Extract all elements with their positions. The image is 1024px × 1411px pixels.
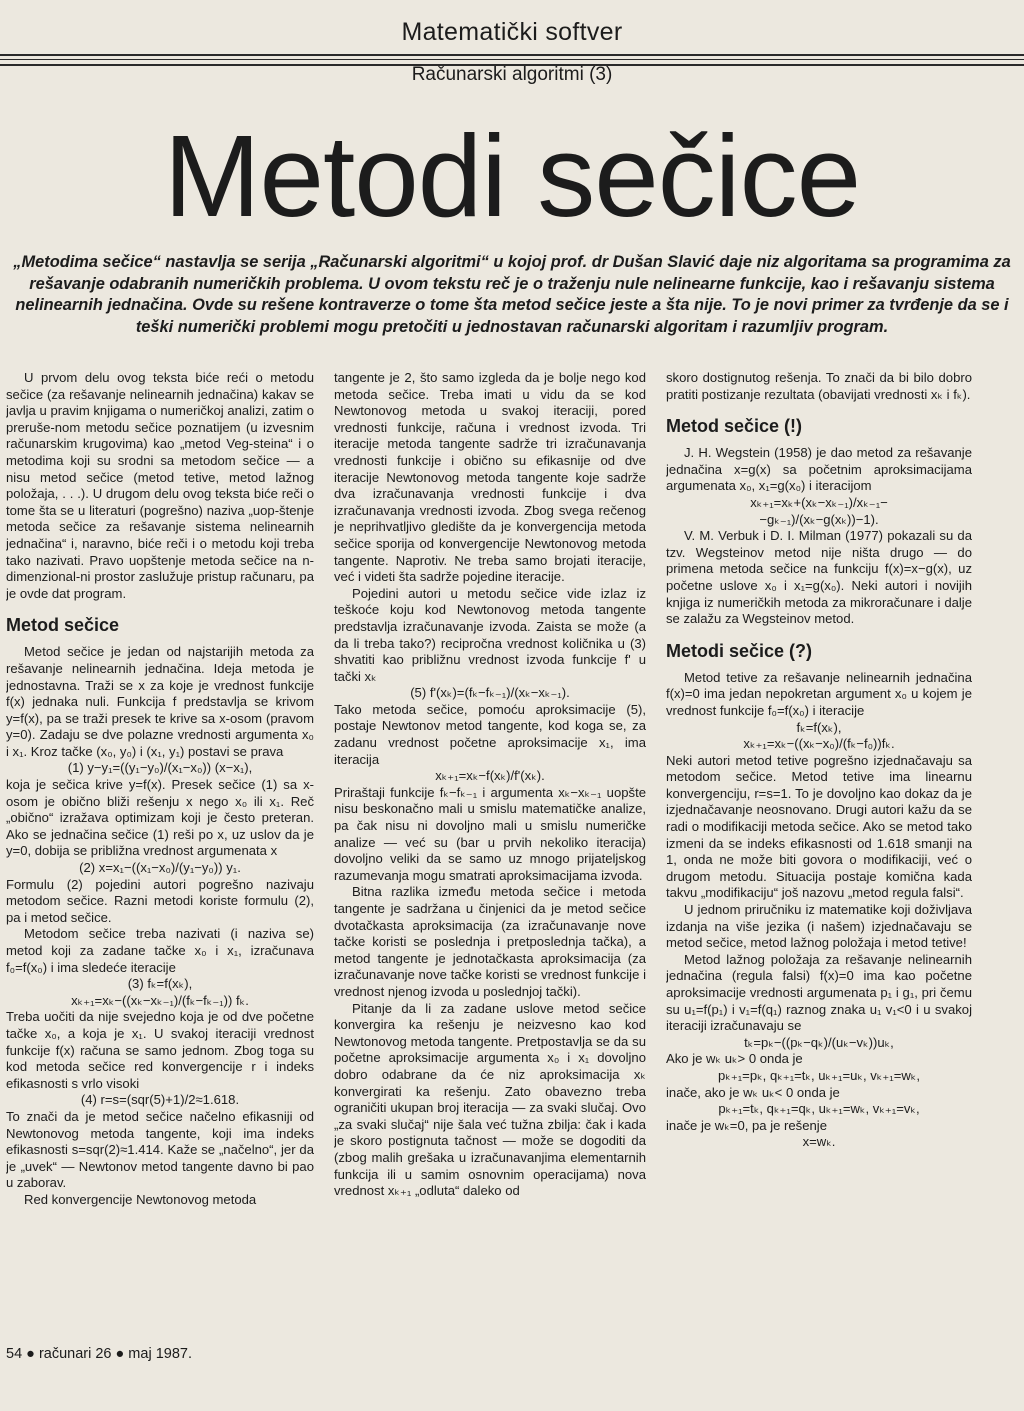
article-subtitle: Računarski algoritmi (3)	[411, 64, 613, 85]
paragraph: Metod lažnog položaja za rešavanje nelinearnih jednačina (regula falsi) f(x)=0 ima kao početne aproksimacije vrednosti argumenata p₁ i g₁, pri čemu su u₁=f(p₁) i v₁=f(q₁) raznog znaka u₁ v₁<0 i u svakoj iteraciji izračunavaju se	[666, 951, 972, 1034]
equation-3: (3) fₖ=f(xₖ),	[127, 976, 193, 992]
paragraph: tangente je 2, što samo izgleda da je bolje nego kod metoda sečice. Treba imati u vidu da se kod Newtonovog metoda u svakoj iteraciji, pored vrednosti funkcije, računa i vrednost izvoda. Tri iteracije metoda tangente sadrže tri izračunavanja vrednosti funkcije i obično su efikasnije od dve iteracije Newtonovog metoda tangente koje sadrže dva izračunavanja vrednosti funkcije i dva izračunavanja vrednosti izvoda. Zbog svega rečenog je neprihvatljivo gledište da je konvergencija metoda sečice sporija od konvergencije Newtonovog metoda tangente. Naprotiv. Ne treba samo brojati iteracije, već i videti šta sadrže pojedine iteracije.	[334, 370, 646, 585]
paragraph: Bitna razlika između metoda sečice i metoda tangente je sadržana u činjenici da je metod sečice dvotačkasta aproksimacija (za izračunavanje nove tačke koristi se poslednja i pretposlednja tačka), a metod tangente je jednotačkasta aproksimacija (za izračunavanje nove tačke koristi se vrednost funkcije i vrednost njenog izvoda u poslednjoj tački).	[334, 884, 646, 999]
equation-wegstein-1: xₖ₊₁=xₖ+(xₖ−xₖ₋₁)/xₖ₋₁−	[750, 494, 888, 510]
paragraph: Tako metoda sečice, pomoću aproksimacije (5), postaje Newtonov metod tangente, kod koga se, za zadanu vrednost početne aproksimacije x₁, ima iteracija	[334, 701, 646, 767]
paragraph: koja je sečica krive y=f(x). Presek sečice (1) sa x-osom je obično bliži rešenju x nego x₀ ili x₁. Reč „obično“ izražava optimizam koji je često preteran. Ako se jednačina sečice (1) reši po x, uz uslov da je y=0, dobija se približna vrednost argumenata x	[6, 777, 314, 859]
equation-5: (5) f'(xₖ)=(fₖ−fₖ₋₁)/(xₖ−xₖ₋₁).	[410, 685, 570, 701]
paragraph: To znači da je metod sečice načelno efikasniji od Newtonovog metoda tangente, koji ima indeks efikasnosti s=sqr(2)≈1.414. Kaže se „načelno“, jer da je „uvek“ — Newtonov metod tangente davno bi pao u zaborav.	[6, 1108, 314, 1191]
equation-tetive-1: fₖ=f(xₖ),	[796, 719, 842, 735]
equation-tetive-2: xₖ₊₁=xₖ−((xₖ−x₀)/(fₖ−f₀))fₖ.	[743, 736, 895, 752]
equation-4: (4) r=s=(sqr(5)+1)/2≈1.618.	[80, 1092, 240, 1108]
heading-metodi-secice-question: Metodi sečice (?)	[666, 640, 813, 661]
paragraph: V. M. Verbuk i D. I. Milman (1977) pokazali su da tzv. Wegsteinov metod nije ništa drugo — do primena metoda sečice na funkciju f(x)=x−g(x), uz početne uslove x₀ i x₁=g(x₀). Neki autori i novijih knjiga iz numeričkih metoda za mikroračunare i dalje se zalažu za Wegsteinov metod.	[666, 528, 972, 627]
paragraph: J. H. Wegstein (1958) je dao metod za rešavanje jednačina x=g(x) sa početnim aproksimacijama argumenata x₀, x₁=g(x₀) i iteracijom	[666, 445, 972, 494]
paragraph: Neki autori metod tetive pogrešno izjednačavaju sa metodom sečice. Metod tetive ima linearnu konvergenciju, r=s=1. To je dovoljno kao dokaz da je izjednačavanje neosnovano. Drugi autori kažu da se radi o modifikaciji metoda sečice. Ako se metod tako izmeni da se indeks efikasnosti od 1.618 smanji na 1, onda ne može biti govora o modifikaciji, već o drugom metodu. Situacija postaje komična kada takvu „modifikaciju“ još nazovu „metod regula falsi“.	[666, 752, 972, 901]
paragraph: inače, ako je wₖ uₖ< 0 onda je	[666, 1084, 840, 1100]
equation-1: (1) y−y₁=((y₁−y₀)/(x₁−x₀)) (x−x₁),	[67, 760, 253, 776]
page-footer: 54 ● računari 26 ● maj 1987.	[6, 1346, 192, 1362]
paragraph: Red konvergencije Newtonovog metoda	[24, 1191, 257, 1207]
heading-metod-secice: Metod sečice	[6, 615, 120, 636]
paragraph: U jednom priručniku iz matematike koji doživljava izdanja na više jezika (i našem) izjednačavaju se metod sečice, metod lažnog položaja i metod tetive!	[666, 902, 972, 951]
equation-falsi-4: x=wₖ.	[802, 1134, 836, 1150]
paragraph: Formulu (2) pojedini autori pogrešno nazivaju metodom sečice. Razni metodi koriste formulu (2), pa i metod sečice.	[6, 876, 314, 925]
paragraph: Treba uočiti da nije svejedno koja je od dve početne tačke x₀, a koja je x₁. U svakoj iteraciji vrednost funkcije f(x) računa se samo jednom. Zbog toga su kod metoda sečice red konvergencije r i indeks efikasnosti s vrlo visoki	[6, 1009, 314, 1091]
equation-3b: xₖ₊₁=xₖ−((xₖ−xₖ₋₁)/(fₖ−fₖ₋₁)) fₖ.	[71, 992, 249, 1008]
equation-falsi-3: pₖ₊₁=tₖ, qₖ₊₁=qₖ, uₖ₊₁=wₖ, vₖ₊₁=vₖ,	[718, 1101, 920, 1117]
paragraph: U prvom delu ovog teksta biće reći o metodu sečice (za rešavanje nelinearnih jednačina) kakav se javlja u pravim knjigama o numeričkoj analizi, zatim o preruše-nom metodu sečice poznatijem (u izvesnim računarskim krugovima) kao „metod Veg-steina“ i o metodima koji su srodni sa metodom sečice — a nisu metod sečice (metod tetive, metod lažnog položaja, . . .). U drugom delu ovog teksta biće reči o tome šta se u literaturi (pogrešno) naziva „uop-štenje metoda sečice za rešavanje sistema nelinearnih jednačina“ i, naravno, biće reči i o metodu koji treba tako nazivati. Pravo uopštenje metoda sečice na n-dimenzional-ni prostor zaslužuje pristup računaru, pa je ovde dat program.	[6, 370, 314, 601]
heading-metod-secice-exclaim: Metod sečice (!)	[666, 416, 803, 437]
section-title: Matematički softver	[401, 18, 623, 46]
article-title: Metodi sečice	[163, 111, 861, 241]
paragraph: Pitanje da li za zadane uslove metod sečice konvergira ka rešenju je neizvesno kao kod Newtonovog metoda tangente. Pretpostavlja se da su početne aproksimacije argumenta x₀ i x₁ dovoljno dobro odabrane da će niz aproksimacija xₖ konvergirati ka rešenju. Zato obavezno treba ograničiti ukupan broj iteracija — za svaki slučaj. Ovo „za svaki slučaj“ nije šala već tužna zbilja: čak i kada je skoro postignuta tačnost — može se dogoditi da (zbog malih grešaka u izračunavanjima elementarnih funkcija ili u samim osnovnim operacijama) nova vrednost xₖ₊₁ „odluta“ daleko od	[334, 1000, 646, 1199]
paragraph: Metod sečice je jedan od najstarijih metoda za rešavanje nelinearnih jednačina. Ideja metoda je jednostavna. Traži se x za koje je vrednost funkcije f(x) jednaka nuli. Funkcija f predstavlja se krivom y=f(x), pa se traži presek te krive sa x-osom (pravom y=0). Zadaju se dve polazne vrednosti argumenta x₀ i x₁. Kroz tačke (x₀, y₀) i (x₁, y₁) postavi se prava	[6, 644, 314, 759]
equation-falsi-1: tₖ=pₖ−((pₖ−qₖ)/(uₖ−vₖ))uₖ,	[744, 1034, 894, 1050]
paragraph: skoro dostignutog rešenja. To znači da bi bilo dobro pratiti postizanje rezultata (obavijati vrednosti xₖ i fₖ).	[666, 370, 972, 402]
equation-2: (2) x=x₁−((x₁−x₀)/(y₁−y₀)) y₁.	[79, 860, 241, 876]
paragraph: Priraštaji funkcije fₖ−fₖ₋₁ i argumenta xₖ−xₖ₋₁ uopšte nisu beskonačno mali u smislu matematičke analize, pa čak nisu ni dovoljno mali u smislu numeričke analize — već su (bar u prvih nekoliko iteracija) dovoljno veliki da se samo uz mnogo prijateljskog razumevanja mogu smatrati aproksimacijama izvoda.	[334, 784, 646, 883]
article-body	[0, 370, 1024, 1345]
paragraph: Metodom sečice treba nazivati (i naziva se) metod koji za zadane tačke x₀ i x₁, izračunava f₀=f(x₀) i ima sledeće iteracije	[6, 926, 314, 975]
paragraph: Ako je wₖ uₖ> 0 onda je	[666, 1051, 803, 1067]
column-1	[6, 370, 314, 1345]
equation-wegstein-2: −gₖ₋₁)/(xₖ−g(xₖ))−1).	[759, 511, 879, 527]
paragraph: Pojedini autori u metodu sečice vide izlaz iz teškoće koju kod Newtonovog metoda tangente predstavlja izračunavanje izvoda. Zaista se može (a da li treba tako?) recipročna vrednost količnika u (3) shvatiti kao približnu vrednost izvoda funkcije f' u tački xₖ	[334, 585, 646, 684]
lead-paragraph: „Metodima sečice“ nastavlja se serija „Računarski algoritmi“ u kojoj prof. dr Dušan Slavić daje niz algoritama sa programima za rešavanje odabranih numeričkih problema. U ovom tekstu reč je o traženju nule nelinearne funkcije, kao i rešavanju sistema nelinearnih jednačina. Ovde su rešene kontraverze o tome šta metod sečice jeste a šta nije. To je novi primer za tvrđenje da se i teški numerički problemi mogu pretočiti u jednostavan računarski algoritam i razumljiv program.	[13, 253, 1011, 336]
equation-falsi-2: pₖ₊₁=pₖ, qₖ₊₁=tₖ, uₖ₊₁=uₖ, vₖ₊₁=wₖ,	[717, 1067, 921, 1083]
paragraph: inače je wₖ=0, pa je rešenje	[666, 1117, 827, 1133]
equation-newton: xₖ₊₁=xₖ−f(xₖ)/f'(xₖ).	[435, 768, 545, 784]
column-2	[334, 370, 646, 1345]
paragraph: Metod tetive za rešavanje nelinearnih jednačina f(x)=0 ima jedan nepokretan argument x₀ u kojem je vrednost funkcije f₀=f(x₀) i iteracije	[666, 669, 972, 718]
column-3	[666, 370, 972, 1345]
